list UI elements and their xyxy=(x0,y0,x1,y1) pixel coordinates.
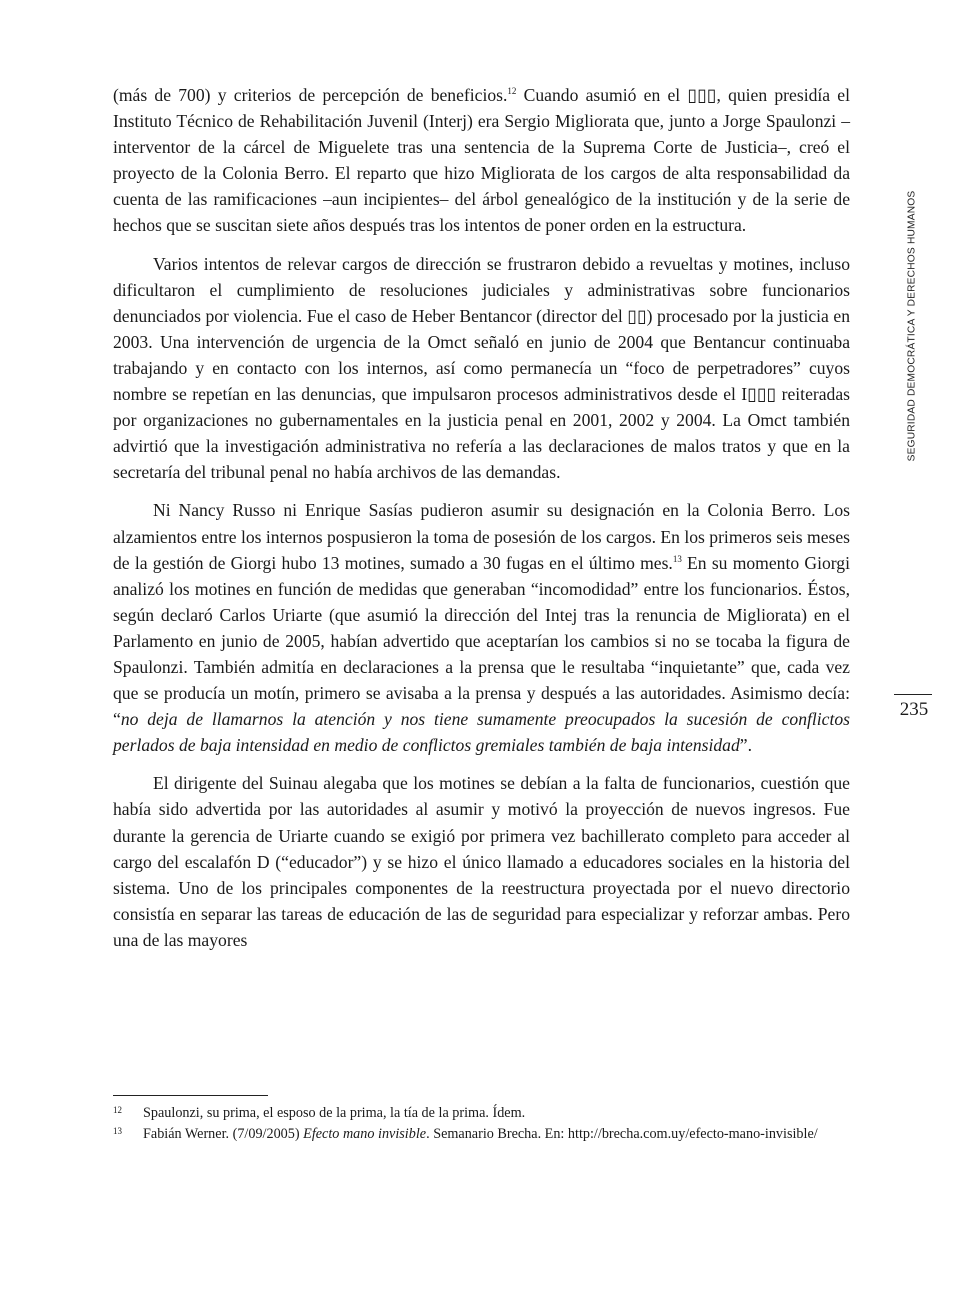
running-header-text: SEGURIDAD DEMOCRÁTICA Y DERECHOS HUMANOS xyxy=(906,190,918,462)
footnotes xyxy=(113,1103,850,1145)
paragraph-3-text-c: ”. xyxy=(739,735,752,756)
footnote-13 xyxy=(113,1124,850,1145)
paragraph-1-text-a: (más de 700) y criterios de percepción de beneficios. xyxy=(113,85,508,105)
page-number: 235 xyxy=(899,699,929,720)
paragraph-3-text-b: En su momento Giorgi analizó los motines en función de medidas que generaban “incomodidad” entre los funcionarios. Éstos, según declaró Carlos Uriarte (que asumió la dirección del Intej tras la renuncia de Migliorata) en el Parlamento en junio de 2005, habían advertido que aceptarían los cambios si no se tocaba la figura de Spaulonzi. También admitía en declaraciones a la prensa que le resultaba “inquietante” que, cada vez que se producía un motín, primero se avisaba a la prensa y después a las autoridades. Asimismo decía: “ xyxy=(113,552,850,730)
running-header xyxy=(902,166,922,486)
italic-quote: no deja de llamarnos la atención y nos tiene sumamente preocupados la sucesión de conflictos perlados de baja intensidad en medio de conflictos gremiales también de baja intensidad xyxy=(113,709,850,756)
paragraph-1-text-b: Cuando asumió en el ▯▯▯, quien presidía el Instituto Técnico de Rehabilitación Juvenil (Interj) era Sergio Migliorata que, junto a Jorge Spaulonzi –interventor de la cárcel de Miguelete tras una sentencia de la Suprema Corte de Justicia–, creó el proyecto de la Colonia Berro. El reparto que hizo Migliorata de los cargos de alta responsabilidad da cuenta de las ramificaciones –aun incipientes– del árbol genealógico de la institución y de la serie de hechos que se suscitan siete años después tras los intentos de poner orden en la estructura. xyxy=(113,85,851,236)
footnote-text-post: . Semanario Brecha. En: http://brecha.com.uy/efecto-mano-invisible/ xyxy=(426,1126,818,1142)
footnote-text: Spaulonzi, su prima, el esposo de la prima, la tía de la prima. Ídem. xyxy=(143,1105,526,1121)
footnote-separator xyxy=(113,1095,268,1096)
body-text xyxy=(113,82,850,965)
footnote-12 xyxy=(113,1103,850,1124)
page-number-rule xyxy=(894,694,932,695)
footnote-ref-13: 13 xyxy=(672,553,682,564)
paragraph-3 xyxy=(113,497,850,758)
footnote-title: Efecto mano invisible xyxy=(303,1126,427,1142)
paragraph-4: El dirigente del Suinau alegaba que los motines se debían a la falta de funcionarios, cuestión que había sido advertida por las autoridades al asumir y motivó la proyección de nuevos ingresos. Fue durante la gerencia de Uriarte cuando se exigió por primera vez bachillerato completo para acceder al cargo del escalafón D (“educador”) y se hizo el único llamado a educadores sociales en la historia del sistema. Uno de los principales componentes de la reestructura proyectada por el nuevo directorio consistía en separar las tareas de educación de las de seguridad para especializar y reforzar ambas. Pero una de las mayores xyxy=(113,773,850,950)
paragraph-1 xyxy=(113,82,850,239)
footnote-ref-12: 12 xyxy=(507,86,517,97)
paragraph-2: Varios intentos de relevar cargos de dirección se frustraron debido a revueltas y motines, incluso dificultaron el cumplimiento de resoluciones judiciales y administrativas sobre funcionarios denunciados por violencia. Fue el caso de Heber Bentancor (director del ▯▯) procesado por la justicia en 2003. Una intervención de urgencia de la Omct señaló en junio de 2004 que Bentancur continuaba trabajando y en contacto con los internos, así como permanecía un “foco de perpetradores” cuyos nombre se repetían en las denuncias, que impulsaron procesos administrativos desde el I▯▯▯ reiteradas por organizaciones no gubernamentales en la justicia penal en 2001, 2002 y 2004. La Omct también advirtió que la investigación administrativa no refería a las declaraciones de malos tratos y que en la secretaría del tribunal penal no había archivos de las demandas. xyxy=(113,253,850,483)
footnote-text-pre: Fabián Werner. (7/09/2005) xyxy=(143,1126,304,1142)
footnote-number: 12 xyxy=(113,1105,122,1115)
paragraph-3-text-a: Ni Nancy Russo ni Enrique Sasías pudieron asumir su designación en la Colonia Berro. Los alzamientos entre los internos pospusieron la toma de posesión de los cargos. En los primeros seis meses de la gestión de Giorgi hubo 13 motines, sumado a 30 fugas en el último mes. xyxy=(113,500,851,573)
footnote-number: 13 xyxy=(113,1126,122,1136)
